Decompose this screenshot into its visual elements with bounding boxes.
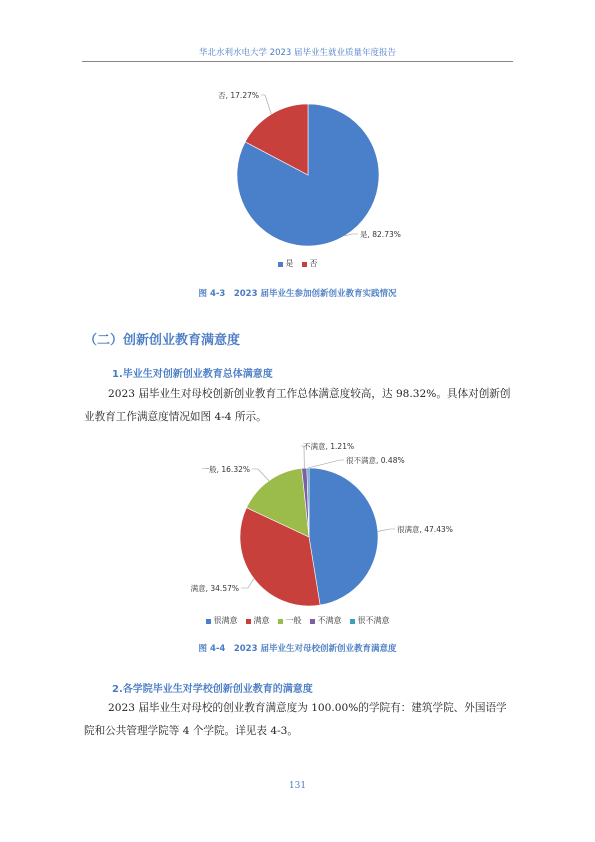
legend-label: 很不满意 — [357, 616, 390, 625]
slice-label-5: 很不满意, 0.48% — [346, 456, 405, 465]
pie-chart-satisfaction — [0, 432, 595, 612]
chart-legend-participation — [0, 258, 595, 269]
legend-swatch — [310, 619, 315, 624]
legend-item-3 — [278, 615, 302, 626]
pie-chart-participation — [0, 70, 595, 260]
legend-label: 否 — [309, 259, 318, 268]
leader-line-1 — [378, 529, 395, 531]
figure-caption-4-3: 图 4-3 2023 届毕业生参加创新创业教育实践情况 — [198, 289, 397, 299]
leader-line-2 — [261, 95, 271, 114]
legend-item-4 — [310, 615, 342, 626]
legend-label: 一般 — [285, 616, 302, 625]
figure-caption-4-4: 图 4-4 2023 届毕业生对母校创新创业教育满意度 — [198, 644, 397, 654]
legend-label: 很满意 — [213, 616, 238, 625]
slice-label-3: 一般, 16.32% — [201, 465, 250, 474]
legend-item-2 — [246, 615, 270, 626]
overall-satisfaction-paragraph: 2023 届毕业生对母校创新创业教育工作总体满意度较高，达 98.32%。具体对创新创业教育工作满意度情况如图 4-4 所示。 — [84, 388, 511, 423]
legend-swatch — [206, 619, 211, 624]
legend-label: 满意 — [253, 616, 270, 625]
legend-item-1 — [206, 615, 238, 626]
legend-label: 不满意 — [317, 616, 342, 625]
leader-line-5 — [308, 460, 344, 468]
slice-label-2: 满意, 34.57% — [190, 584, 239, 593]
subsection-title-overall-satisfaction: 1.毕业生对创新创业教育总体满意度 — [112, 369, 273, 380]
legend-item-2 — [302, 258, 318, 269]
legend-item-5 — [350, 615, 390, 626]
slice-label-1: 是, 82.73% — [360, 230, 401, 239]
legend-swatch — [302, 262, 307, 267]
legend-swatch — [350, 619, 355, 624]
legend-swatch — [278, 619, 283, 624]
subsection-title-college-satisfaction: 2.各学院毕业生对学校创新创业教育的满意度 — [112, 684, 313, 695]
section-title: （二）创新创业教育满意度 — [84, 333, 241, 348]
pie-slice-1 — [309, 468, 378, 605]
legend-item-1 — [278, 258, 294, 269]
chart-legend-satisfaction — [0, 615, 595, 626]
slice-label-2: 否, 17.27% — [218, 91, 259, 100]
slice-label-4: 不满意, 1.21% — [303, 442, 355, 451]
header-divider — [82, 61, 513, 62]
legend-swatch — [246, 619, 251, 624]
college-satisfaction-paragraph: 2023 届毕业生对母校的创业教育满意度为 100.00%的学院有：建筑学院、外国语学院和公共管理学院等 4 个学院。详见表 4-3。 — [84, 702, 507, 737]
legend-swatch — [278, 262, 283, 267]
leader-line-3 — [252, 469, 269, 481]
page-number: 131 — [288, 781, 307, 791]
running-header: 华北水利水电大学 2023 届毕业生就业质量年度报告 — [198, 48, 397, 58]
legend-label: 是 — [285, 259, 294, 268]
slice-label-1: 很满意, 47.43% — [397, 525, 453, 534]
leader-line-2 — [241, 579, 254, 588]
